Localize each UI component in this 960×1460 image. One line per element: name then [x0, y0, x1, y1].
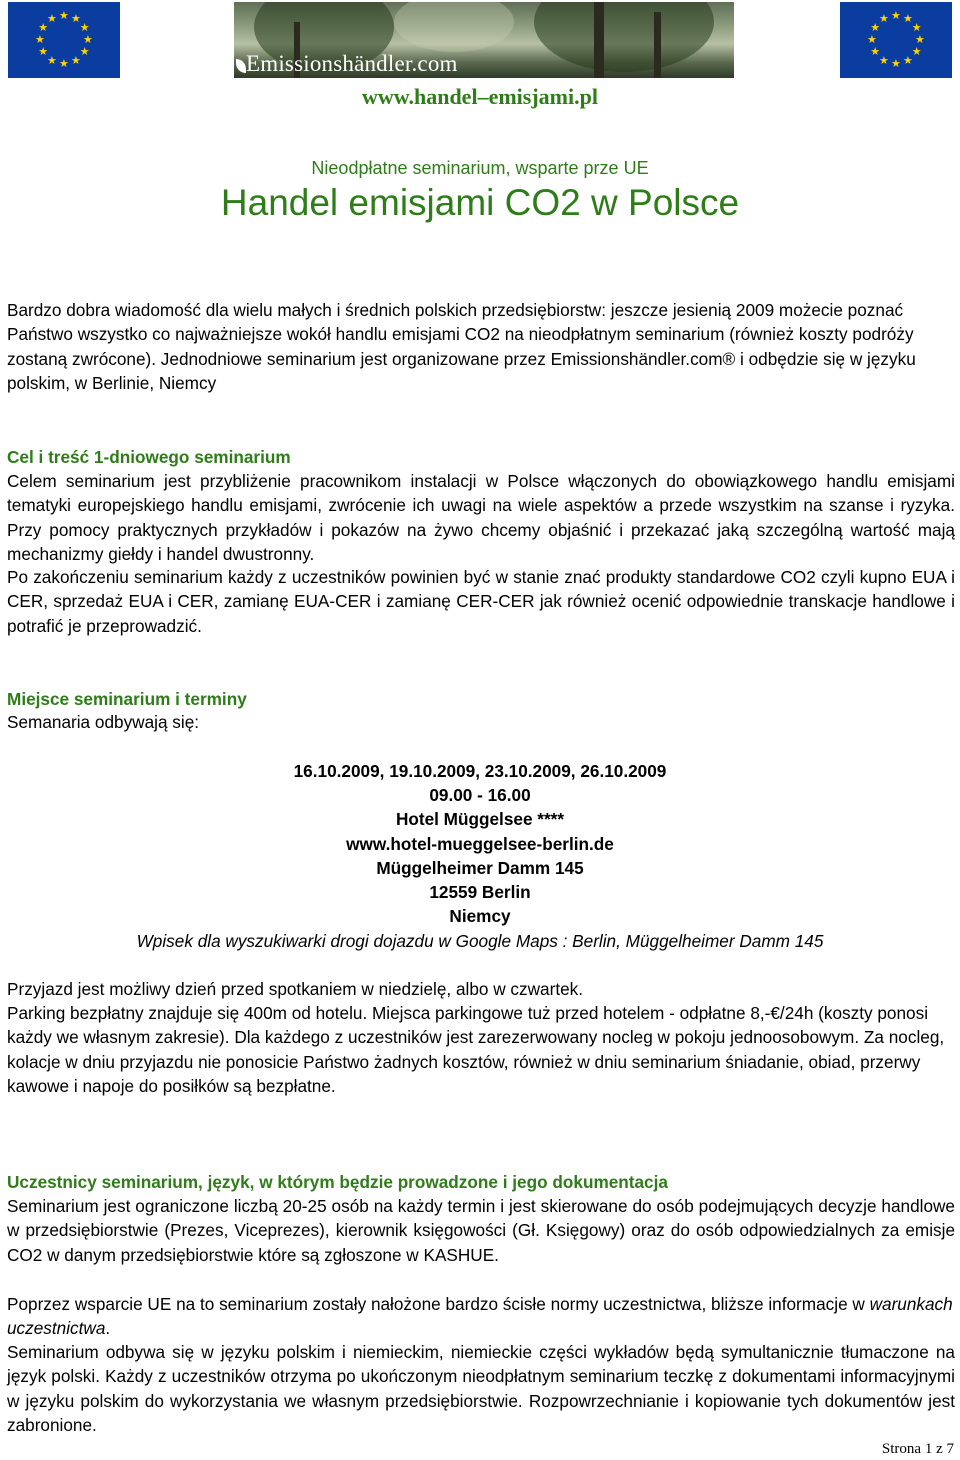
star-icon: ★	[83, 33, 93, 46]
goal-paragraph-1: Celem seminarium jest przybliżenie pracownikom instalacji w Polsce włączonych do obowiązkowego handlu emisjami tematyki europejskiego handlu emisjami, zwrócenie ich uwagi na wiele aspektów a przede wszystkim na szanse i ryzyka. Przy pomocy praktycznych przykładów i pokazów na żywo chcemy objaśnić i przekazać jaką szczególną wartość mają mechanizmy giełdy i handel dwustronny.	[7, 471, 955, 565]
star-icon: ★	[59, 9, 69, 22]
star-icon: ★	[867, 33, 877, 46]
hotel-country: Niemcy	[449, 906, 511, 926]
page-header	[0, 0, 960, 82]
section-heading-goal: Cel i treść 1-dniowego seminarium	[7, 447, 291, 467]
eu-flag-right	[840, 2, 952, 78]
eu-flag-left	[8, 2, 120, 78]
star-icon: ★	[879, 53, 889, 67]
hotel-name: Hotel Müggelsee ****	[395, 809, 565, 829]
star-icon: ★	[47, 53, 57, 67]
site-url[interactable]: www.handel–emisjami.pl	[362, 84, 598, 109]
page-number: Strona 1 z 7	[881, 1441, 954, 1457]
participation-terms-link[interactable]: warunkach uczestnictwa	[7, 1294, 953, 1339]
star-icon: ★	[47, 12, 57, 26]
star-icon: ★	[879, 12, 889, 26]
star-icon: ★	[38, 21, 49, 34]
star-icon: ★	[911, 21, 922, 34]
section-heading-participants: Uczestnicy seminarium, język, w którym będzie prowadzone i jego dokumentacja	[7, 1172, 668, 1192]
star-icon: ★	[71, 12, 81, 26]
participation-text-start: Poprzez wsparcie UE na to seminarium zostały nałożone bardzo ścisłe normy uczestnictwa, bliższe informacje w	[7, 1294, 870, 1314]
star-icon: ★	[59, 57, 69, 70]
venue-intro: Semanaria odbywają się:	[7, 712, 200, 732]
participation-text-end: .	[105, 1318, 111, 1339]
star-icon: ★	[915, 33, 925, 46]
parking-info: Parking bezpłatny znajduje się 400m od hotelu. Miejsca parkingowe tuż przed hotelem - odpłatne 8,-€/24h (koszty ponosi każdy we własnym zakresie). Dla każdego z uczestników jest zarezerwowany nocleg w pokoju jednoosobowym. Za nocleg, kolacje w dniu przyjazdu nie ponosicie Państwo żadnych kosztów, również w dniu seminarium śniadanie, obiad, przerwy kawowe i napoje do posiłków są bezpłatne.	[7, 1003, 945, 1097]
page-title: Handel emisjami CO2 w Polsce	[220, 182, 740, 223]
star-icon: ★	[891, 9, 901, 22]
hotel-city: 12559 Berlin	[429, 882, 531, 902]
star-icon: ★	[903, 12, 913, 26]
star-icon: ★	[35, 33, 45, 46]
leaf-icon	[236, 59, 246, 73]
star-icon: ★	[870, 45, 881, 58]
star-icon: ★	[903, 53, 913, 67]
participants-paragraph-2	[7, 1292, 955, 1341]
star-icon: ★	[870, 21, 881, 34]
hotel-street: Müggelheimer Damm 145	[376, 858, 584, 878]
goal-paragraph-2: Po zakończeniu seminarium każdy z uczestników powinien być w stanie znać produkty standardowe CO2 czyli kupno EUA i CER, sprzedaż EUA i CER, zamianę EUA-CER i zamianę CER-CER jak również ocenić odpowiednie transkacje handlowe i potrafić je przeprowadzić.	[7, 567, 955, 636]
seminar-hours: 09.00 - 16.00	[429, 785, 531, 805]
seminar-subtitle: Nieodpłatne seminarium, wsparte prze UE	[311, 158, 649, 178]
intro-paragraph: Bardzo dobra wiadomość dla wielu małych i średnich polskich przedsiębiorstw: jeszcze jesienią 2009 możecie poznać Państwo wszystko co najważniejsze wokół handlu emisjami CO2 na nieodpłatnym seminarium (również koszty podróży zostaną zwrócone). Jednodniowe seminarium jest organizowane przez Emissionshändler.com® i odbędzie się w języku polskim, w Berlinie, Niemcy	[7, 300, 916, 394]
maps-note: Wpisek dla wyszukiwarki drogi dojazdu w Google Maps : Berlin, Müggelheimer Damm 145	[136, 931, 824, 951]
emissionshandler-logo[interactable]	[234, 2, 734, 78]
participants-paragraph-3: Seminarium odbywa się w języku polskim i niemieckim, niemieckie części wykładów będą symultanicznie tłumaczone na język polski. Każdy z uczestników otrzyma po ukończonym nieodpłatnym seminarium teczkę z dokumentami informacyjnymi w języku polskim do wykorzystania we własnym przedsiębiorstwie. Rozpowrzechnianie i kopiowanie tych dokumentów jest zabronione.	[7, 1342, 955, 1436]
star-icon: ★	[79, 45, 90, 58]
section-heading-venue: Miejsce seminarium i terminy	[7, 689, 247, 709]
seminar-dates: 16.10.2009, 19.10.2009, 23.10.2009, 26.10.2009	[293, 761, 667, 781]
star-icon: ★	[38, 45, 49, 58]
hotel-url[interactable]: www.hotel-mueggelsee-berlin.de	[346, 834, 614, 854]
arrival-info: Przyjazd jest możliwy dzień przed spotkaniem w niedzielę, albo w czwartek.	[7, 979, 584, 999]
star-icon: ★	[911, 45, 922, 58]
participants-paragraph-1: Seminarium jest ograniczone liczbą 20-25 osób na każdy termin i jest skierowane do osób podejmujących decyzje handlowe w przedsiębiorstwie (Prezes, Viceprezes), kierownik księgowości (Gł. Księgowy) oraz do osób odpowiedzialnych za emisje CO2 w danym przedsiębiorstwie które są zgłoszone w KASHUE.	[7, 1196, 955, 1265]
star-icon: ★	[71, 53, 81, 67]
star-icon: ★	[891, 57, 901, 70]
star-icon: ★	[79, 21, 90, 34]
logo-text: Emissionshändler.com	[246, 51, 458, 76]
